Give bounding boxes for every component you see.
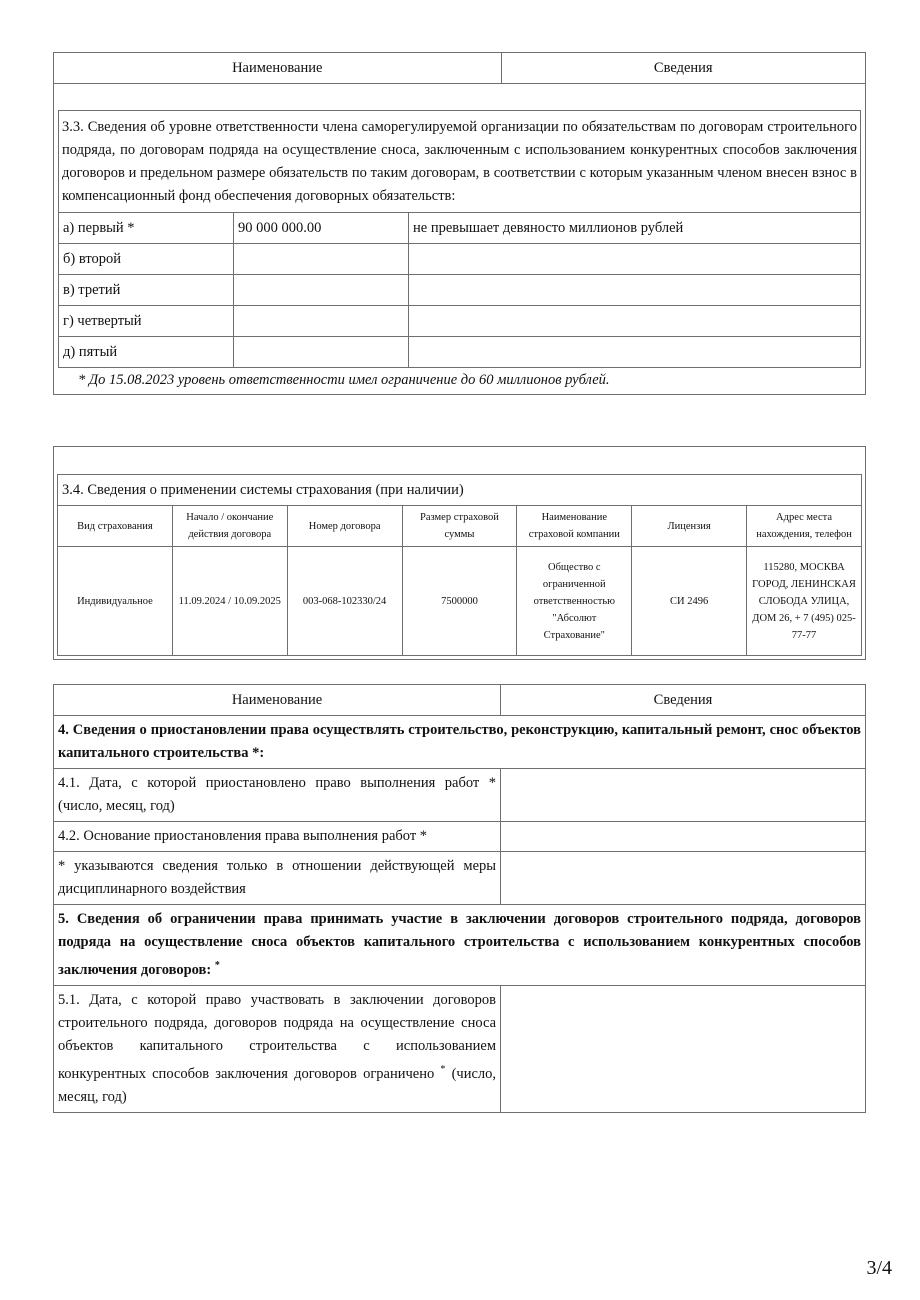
table-row bbox=[59, 337, 861, 368]
level-amount bbox=[234, 306, 409, 337]
section-5-1-value bbox=[501, 985, 866, 1112]
page-number: 3/4 bbox=[866, 1257, 892, 1279]
level-description bbox=[409, 275, 861, 306]
table-row bbox=[54, 822, 866, 852]
insurance-period: 11.09.2024 / 10.09.2025 bbox=[172, 547, 287, 656]
header-col-name: Наименование bbox=[54, 685, 501, 716]
insurance-type: Индивидуальное bbox=[58, 547, 173, 656]
table-row bbox=[54, 769, 866, 822]
section-3-3-footnote: * До 15.08.2023 уровень ответственности имел ограничение до 60 миллионов рублей. bbox=[78, 372, 610, 388]
section-5-1-label-cell bbox=[54, 985, 501, 1112]
insurance-address: 115280, МОСКВА ГОРОД, ЛЕНИНСКАЯ СЛОБОДА УЛИЦА, ДОМ 26, + 7 (495) 025-77-77 bbox=[747, 547, 862, 656]
col-period: Начало / окончание действия договора bbox=[172, 506, 287, 547]
section-4-2-value bbox=[501, 822, 866, 852]
section-3-3-block bbox=[53, 52, 866, 395]
insurance-license: СИ 2496 bbox=[632, 547, 747, 656]
table-row bbox=[59, 275, 861, 306]
sections-4-5-table bbox=[53, 684, 866, 1113]
level-amount bbox=[234, 244, 409, 275]
section-5-1-label: 5.1. Дата, с которой право участвовать в заключении договоров строительного подряда, договоров подряда на осуществление сноса объектов капитального строительства с использованием конкурентных способов заключения договоров ограничено bbox=[58, 991, 496, 1082]
col-address: Адрес места нахождения, телефон bbox=[747, 506, 862, 547]
table-row bbox=[59, 244, 861, 275]
header-col-info: Сведения bbox=[501, 53, 865, 84]
level-label: в) третий bbox=[59, 275, 234, 306]
col-company: Наименование страховой компании bbox=[517, 506, 632, 547]
table-row bbox=[59, 213, 861, 244]
col-contract-number: Номер договора bbox=[287, 506, 402, 547]
section-5-title-cell bbox=[54, 905, 866, 986]
level-label: г) четвертый bbox=[59, 306, 234, 337]
section-5-1-label-tail: (число, месяц, год) bbox=[58, 1065, 497, 1105]
section-3-4-block bbox=[53, 446, 866, 660]
header-col-info: Сведения bbox=[501, 685, 866, 716]
level-label: д) пятый bbox=[59, 337, 234, 368]
level-description: не превышает девяносто миллионов рублей bbox=[409, 213, 861, 244]
section-4-title: 4. Сведения о приостановлении права осуществлять строительство, реконструкцию, капитальный ремонт, снос объектов капитального строительства *: bbox=[54, 716, 866, 769]
level-label: б) второй bbox=[59, 244, 234, 275]
col-insurance-type: Вид страхования bbox=[58, 506, 173, 547]
level-description bbox=[409, 306, 861, 337]
section-4-note-value bbox=[501, 852, 866, 905]
header-col-name: Наименование bbox=[54, 53, 501, 84]
contract-number: 003-068-102330/24 bbox=[287, 547, 402, 656]
section-5-title: 5. Сведения об ограничении права принимать участие в заключении договоров строительного подряда, договоров подряда на осуществление сноса объектов капитального строительства с использованием конкурентных способов заключения договоров: bbox=[58, 911, 861, 978]
level-description bbox=[409, 337, 861, 368]
insurance-sum: 7500000 bbox=[402, 547, 517, 656]
section-3-3-title: 3.3. Сведения об уровне ответственности члена саморегулируемой организации по обязательствам по договорам строительного подряда, по договорам подряда на осуществление сноса, заключенным с использованием конкурентных способов заключения договоров и предельном размере обязательств по таким договорам, в соответствии с которым указанным членом внесен взнос в компенсационный фонд обеспечения договорных обязательств: bbox=[59, 111, 861, 213]
level-amount: 90 000 000.00 bbox=[234, 213, 409, 244]
section-4-note: * указываются сведения только в отношении действующей меры дисциплинарного воздействия bbox=[54, 852, 501, 905]
section-4-2-label: 4.2. Основание приостановления права выполнения работ * bbox=[54, 822, 501, 852]
section-3-4-title: 3.4. Сведения о применении системы страхования (при наличии) bbox=[58, 475, 862, 506]
level-description bbox=[409, 244, 861, 275]
insurance-company: Общество с ограниченной ответственностью "Абсолют Страхование" bbox=[517, 547, 632, 656]
section-5-title-mark: * bbox=[214, 960, 220, 971]
section-4-1-value bbox=[501, 769, 866, 822]
table-row bbox=[58, 547, 862, 656]
liability-levels-table bbox=[58, 110, 861, 368]
insurance-table bbox=[57, 474, 862, 656]
insurance-column-headers bbox=[58, 506, 862, 547]
section-4-1-label: 4.1. Дата, с которой приостановлено право выполнения работ * (число, месяц, год) bbox=[54, 769, 501, 822]
level-amount bbox=[234, 337, 409, 368]
section-5-1-mark: * bbox=[440, 1063, 446, 1075]
sections-4-5-block bbox=[53, 684, 866, 1113]
col-license: Лицензия bbox=[632, 506, 747, 547]
section-3-3-header bbox=[54, 53, 865, 84]
level-label: а) первый * bbox=[59, 213, 234, 244]
table-row bbox=[54, 985, 866, 1112]
level-amount bbox=[234, 275, 409, 306]
col-sum: Размер страховой суммы bbox=[402, 506, 517, 547]
table-row bbox=[54, 852, 866, 905]
table-row bbox=[59, 306, 861, 337]
